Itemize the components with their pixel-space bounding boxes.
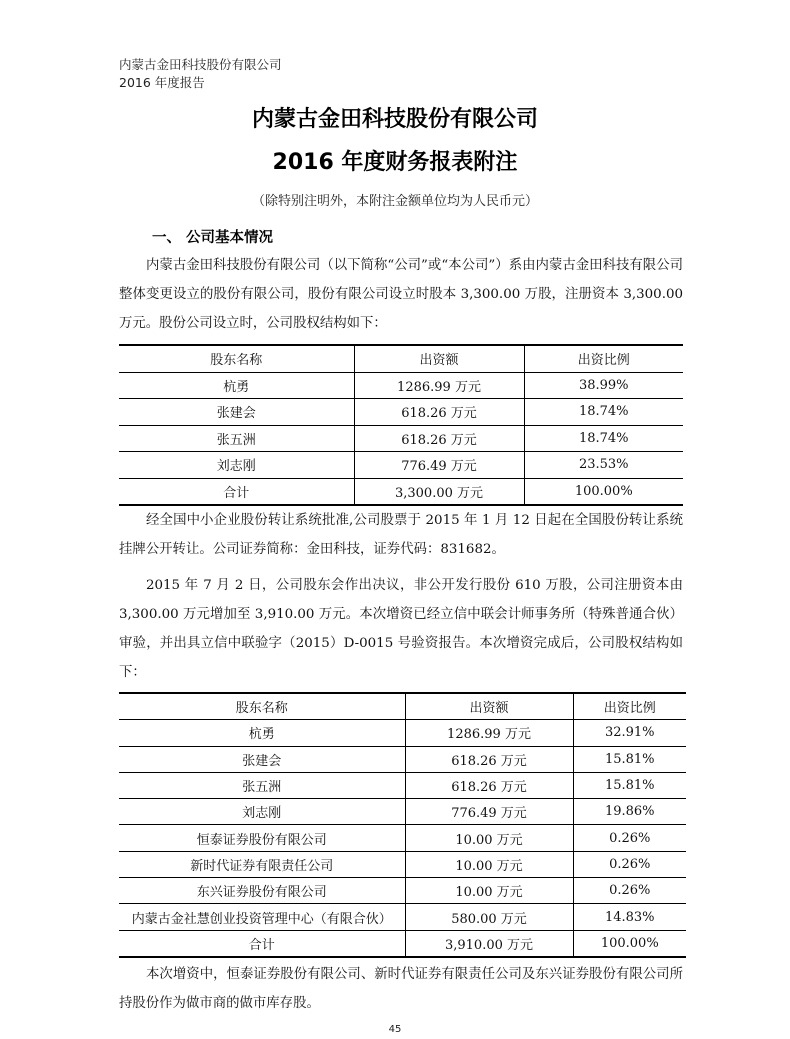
cell-shareholder: 杭勇 xyxy=(119,372,354,399)
cell-amount: 618.26 万元 xyxy=(354,399,524,426)
cell-amount: 618.26 万元 xyxy=(354,425,524,452)
cell-shareholder: 张建会 xyxy=(119,399,354,426)
cell-ratio: 18.74% xyxy=(524,399,683,426)
table-row xyxy=(119,746,686,772)
cell-amount: 10.00 万元 xyxy=(405,878,573,904)
cell-shareholder: 张建会 xyxy=(119,746,405,772)
table-row xyxy=(119,399,683,426)
table-row xyxy=(119,904,686,930)
header-ratio: 出资比例 xyxy=(573,693,686,720)
table-row xyxy=(119,372,683,399)
table-total-row xyxy=(119,930,686,957)
cell-ratio: 0.26% xyxy=(573,878,686,904)
cell-ratio: 0.26% xyxy=(573,851,686,877)
cell-amount: 1286.99 万元 xyxy=(354,372,524,399)
page-title: 内蒙古金田科技股份有限公司 xyxy=(251,107,538,132)
table-row xyxy=(119,825,686,851)
cell-total-label: 合计 xyxy=(119,930,405,957)
cell-ratio: 15.81% xyxy=(573,772,686,798)
header-ratio: 出资比例 xyxy=(524,345,683,372)
cell-shareholder: 张五洲 xyxy=(119,425,354,452)
cell-amount: 10.00 万元 xyxy=(405,825,573,851)
paragraph-capital-increase-text: 2015 年 7 月 2 日，公司股东会作出决议，非公开发行股份 610 万股，公司注册资本由 3,300.00 万元增加至 3,910.00 万元。本次增资已经立信中联会计师事务所（特殊普通合伙）审验，并出具立信中联验字（2015）D-0015 号验资报告。本次增资完成后，公司股权结构如下： xyxy=(119,578,683,680)
paragraph-market-maker xyxy=(119,960,683,1018)
table-row xyxy=(119,878,686,904)
header-amount: 出资额 xyxy=(405,693,573,720)
page-number: 45 xyxy=(388,1024,402,1035)
cell-total-label: 合计 xyxy=(119,478,354,505)
cell-amount: 618.26 万元 xyxy=(405,746,573,772)
paragraph-intro xyxy=(119,251,683,338)
cell-amount: 618.26 万元 xyxy=(405,772,573,798)
cell-shareholder: 刘志刚 xyxy=(119,799,405,825)
cell-shareholder: 新时代证券有限责任公司 xyxy=(119,851,405,877)
cell-amount: 1286.99 万元 xyxy=(405,720,573,746)
cell-total-ratio: 100.00% xyxy=(573,930,686,957)
cell-ratio: 23.53% xyxy=(524,452,683,479)
table-header-row xyxy=(119,693,686,720)
cell-shareholder: 东兴证券股份有限公司 xyxy=(119,878,405,904)
header-shareholder: 股东名称 xyxy=(119,345,354,372)
cell-shareholder: 张五洲 xyxy=(119,772,405,798)
unit-note: （除特别注明外，本附注金额单位均为人民币元） xyxy=(251,194,538,209)
page-subtitle: 2016 年度财务报表附注 xyxy=(272,150,518,175)
cell-ratio: 18.74% xyxy=(524,425,683,452)
paragraph-listing xyxy=(119,506,683,564)
table-row xyxy=(119,851,686,877)
section-heading: 一、 公司基本情况 xyxy=(152,230,274,246)
cell-shareholder: 恒泰证券股份有限公司 xyxy=(119,825,405,851)
cell-amount: 776.49 万元 xyxy=(405,799,573,825)
paragraph-capital-increase xyxy=(119,571,683,687)
cell-ratio: 32.91% xyxy=(573,720,686,746)
cell-ratio: 14.83% xyxy=(573,904,686,930)
cell-ratio: 15.81% xyxy=(573,746,686,772)
cell-shareholder: 杭勇 xyxy=(119,720,405,746)
cell-shareholder: 内蒙古金社慧创业投资管理中心（有限合伙） xyxy=(119,904,405,930)
table-row xyxy=(119,720,686,746)
header-shareholder: 股东名称 xyxy=(119,693,405,720)
header-report: 2016 年度报告 xyxy=(119,75,205,90)
paragraph-listing-text: 经全国中小企业股份转让系统批准,公司股票于 2015 年 1 月 12 日起在全国股份转让系统挂牌公开转让。公司证券简称：金田科技，证券代码：831682。 xyxy=(119,513,683,557)
paragraph-market-maker-text: 本次增资中，恒泰证券股份有限公司、新时代证券有限责任公司及东兴证券股份有限公司所持股份作为做市商的做市库存股。 xyxy=(119,967,683,1011)
cell-total-amount: 3,300.00 万元 xyxy=(354,478,524,505)
cell-total-amount: 3,910.00 万元 xyxy=(405,930,573,957)
cell-amount: 580.00 万元 xyxy=(405,904,573,930)
table-total-row xyxy=(119,478,683,505)
paragraph-intro-text: 内蒙古金田科技股份有限公司（以下简称“公司”或“本公司”）系由内蒙古金田科技有限公司整体变更设立的股份有限公司，股份有限公司设立时股本 3,300.00 万股，注册资本 3,300.00 万元。股份公司设立时，公司股权结构如下： xyxy=(119,258,683,331)
cell-amount: 10.00 万元 xyxy=(405,851,573,877)
cell-ratio: 19.86% xyxy=(573,799,686,825)
table-row xyxy=(119,799,686,825)
cell-total-ratio: 100.00% xyxy=(524,478,683,505)
table-row xyxy=(119,425,683,452)
cell-ratio: 0.26% xyxy=(573,825,686,851)
table-row xyxy=(119,772,686,798)
shareholder-table-initial xyxy=(119,344,683,506)
cell-amount: 776.49 万元 xyxy=(354,452,524,479)
shareholder-table-after-increase xyxy=(119,692,686,958)
header-amount: 出资额 xyxy=(354,345,524,372)
header-company: 内蒙古金田科技股份有限公司 xyxy=(119,57,282,72)
table-header-row xyxy=(119,345,683,372)
cell-shareholder: 刘志刚 xyxy=(119,452,354,479)
table-row xyxy=(119,452,683,479)
cell-ratio: 38.99% xyxy=(524,372,683,399)
